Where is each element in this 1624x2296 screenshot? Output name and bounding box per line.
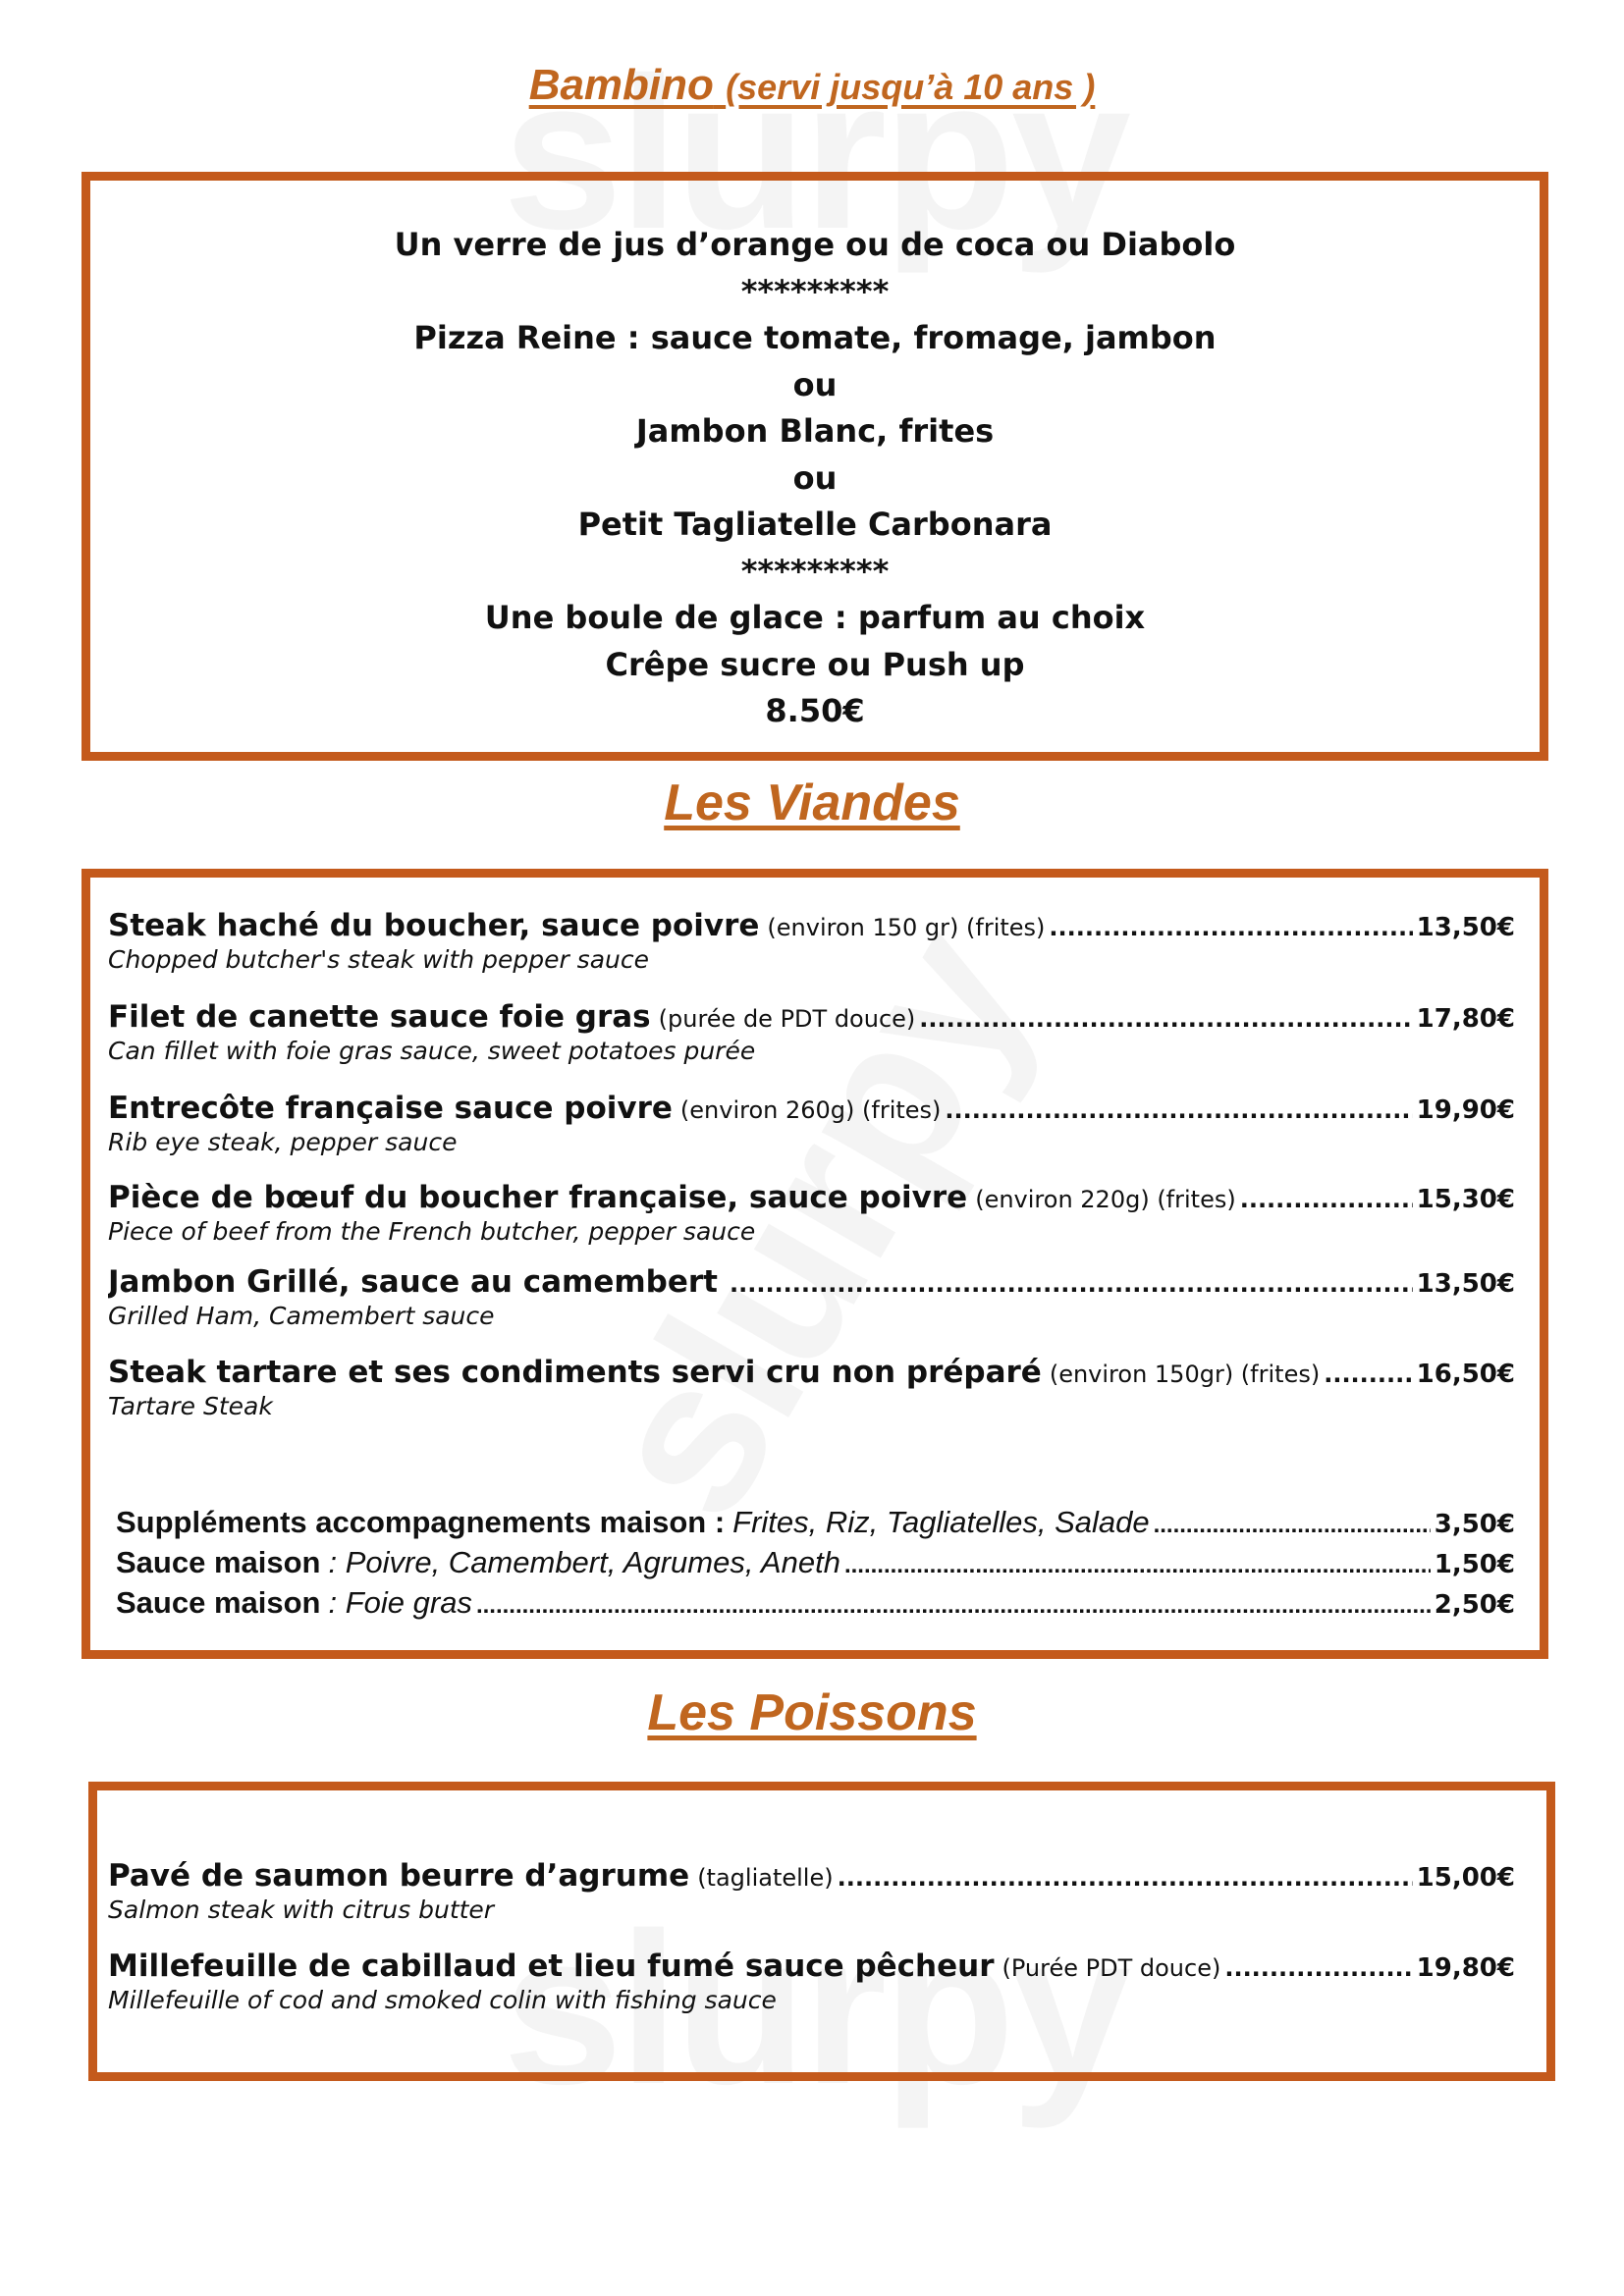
supplement-row <box>116 1545 1515 1580</box>
dot-leader <box>844 1552 1431 1579</box>
item-translation: Piece of beef from the French butcher, pepper sauce <box>108 1217 756 1246</box>
dot-leader <box>730 1270 1413 1298</box>
menu-item <box>108 1091 1515 1156</box>
item-note: (tagliatelle) <box>697 1864 834 1892</box>
dot-leader <box>1240 1186 1413 1213</box>
item-price: 13,50€ <box>1416 913 1515 942</box>
dot-leader <box>945 1096 1412 1124</box>
item-translation: Salmon steak with citrus butter <box>108 1896 495 1924</box>
supplement-price: 2,50€ <box>1434 1590 1515 1620</box>
item-translation: Grilled Ham, Camembert sauce <box>108 1302 495 1330</box>
section-title-bambino <box>0 61 1624 110</box>
dot-leader <box>476 1592 1431 1620</box>
item-price: 15,30€ <box>1416 1185 1515 1214</box>
item-translation: Rib eye steak, pepper sauce <box>108 1128 458 1156</box>
item-price: 19,80€ <box>1416 1953 1515 1983</box>
menu-item <box>108 1949 1515 2014</box>
item-name: Steak haché du boucher, sauce poivre <box>108 908 760 943</box>
supplement-label: Sauce maison <box>116 1545 321 1579</box>
item-translation: Tartare Steak <box>108 1392 273 1420</box>
dot-leader <box>1224 1954 1412 1982</box>
item-name: Filet de canette sauce foie gras <box>108 999 651 1035</box>
dot-leader <box>1049 914 1412 941</box>
item-note: (environ 260g) (frites) <box>679 1096 942 1124</box>
bambino-line: ou <box>792 365 838 403</box>
menu-item <box>108 1355 1515 1420</box>
item-name: Pièce de bœuf du boucher française, sauce poivre <box>108 1180 968 1215</box>
item-name: Jambon Grillé, sauce au camembert <box>108 1264 718 1300</box>
dot-leader <box>838 1864 1413 1892</box>
supplement-label: Sauce maison <box>116 1585 321 1620</box>
item-note: (environ 150gr) (frites) <box>1049 1361 1321 1388</box>
dot-leader <box>1324 1361 1412 1388</box>
item-name: Millefeuille de cabillaud et lieu fumé sauce pêcheur <box>108 1949 995 1984</box>
bambino-line: Petit Tagliatelle Carbonara <box>577 506 1053 543</box>
bambino-separator: ********* <box>740 272 890 310</box>
bambino-line: Crêpe sucre ou Push up <box>605 645 1025 683</box>
item-note: (environ 220g) (frites) <box>975 1186 1236 1213</box>
item-note: (environ 150 gr) (frites) <box>767 914 1046 941</box>
poissons-menu-box <box>88 1782 1555 2081</box>
supplement-row <box>116 1585 1515 1621</box>
bambino-subtitle: (servi jusqu’à 10 ans ) <box>726 67 1096 107</box>
bambino-line: Pizza Reine : sauce tomate, fromage, jambon <box>413 319 1217 356</box>
item-note: (Purée PDT douce) <box>1001 1954 1221 1982</box>
supplement-price: 1,50€ <box>1434 1550 1515 1579</box>
bambino-line: ou <box>792 458 838 497</box>
supplement-detail: Frites, Riz, Tagliatelles, Salade <box>732 1505 1150 1539</box>
item-translation: Can fillet with foie gras sauce, sweet potatoes purée <box>108 1037 756 1065</box>
supplement-detail: : Foie gras <box>328 1585 472 1620</box>
menu-item <box>108 908 1515 974</box>
bambino-separator: ********* <box>740 552 890 590</box>
bambino-line: Un verre de jus d’orange ou de coca ou Diabolo <box>394 226 1236 263</box>
bambino-line: Jambon Blanc, frites <box>635 412 995 450</box>
section-title-poissons: Les Poissons <box>647 1684 977 1741</box>
menu-item <box>108 999 1515 1065</box>
item-translation: Millefeuille of cod and smoked colin with fishing sauce <box>108 1986 777 2014</box>
item-note: (purée de PDT douce) <box>658 1005 916 1033</box>
section-title-viandes: Les Viandes <box>664 774 960 831</box>
bambino-line: Une boule de glace : parfum au choix <box>484 599 1146 636</box>
dot-leader <box>919 1005 1412 1033</box>
dot-leader <box>1154 1512 1431 1539</box>
supplement-price: 3,50€ <box>1434 1510 1515 1539</box>
menu-item <box>108 1180 1515 1246</box>
item-name: Entrecôte française sauce poivre <box>108 1091 673 1126</box>
item-name: Steak tartare et ses condiments servi cru non préparé <box>108 1355 1042 1390</box>
bambino-menu-lines <box>90 222 1540 735</box>
item-name: Pavé de saumon beurre d’agrume <box>108 1858 690 1894</box>
menu-item <box>108 1264 1515 1330</box>
supplement-row <box>116 1505 1515 1540</box>
item-price: 17,80€ <box>1416 1004 1515 1034</box>
bambino-title: Bambino <box>528 61 714 109</box>
supplement-label: Suppléments accompagnements maison : <box>116 1505 726 1539</box>
item-price: 13,50€ <box>1416 1269 1515 1299</box>
item-translation: Chopped butcher's steak with pepper sauce <box>108 945 649 974</box>
bambino-menu-box <box>81 172 1548 761</box>
menu-item <box>108 1858 1515 1924</box>
item-price: 16,50€ <box>1416 1360 1515 1389</box>
bambino-price: 8.50€ <box>765 692 865 729</box>
item-price: 15,00€ <box>1416 1863 1515 1893</box>
supplement-detail: : Poivre, Camembert, Agrumes, Aneth <box>328 1545 840 1579</box>
item-price: 19,90€ <box>1416 1095 1515 1125</box>
